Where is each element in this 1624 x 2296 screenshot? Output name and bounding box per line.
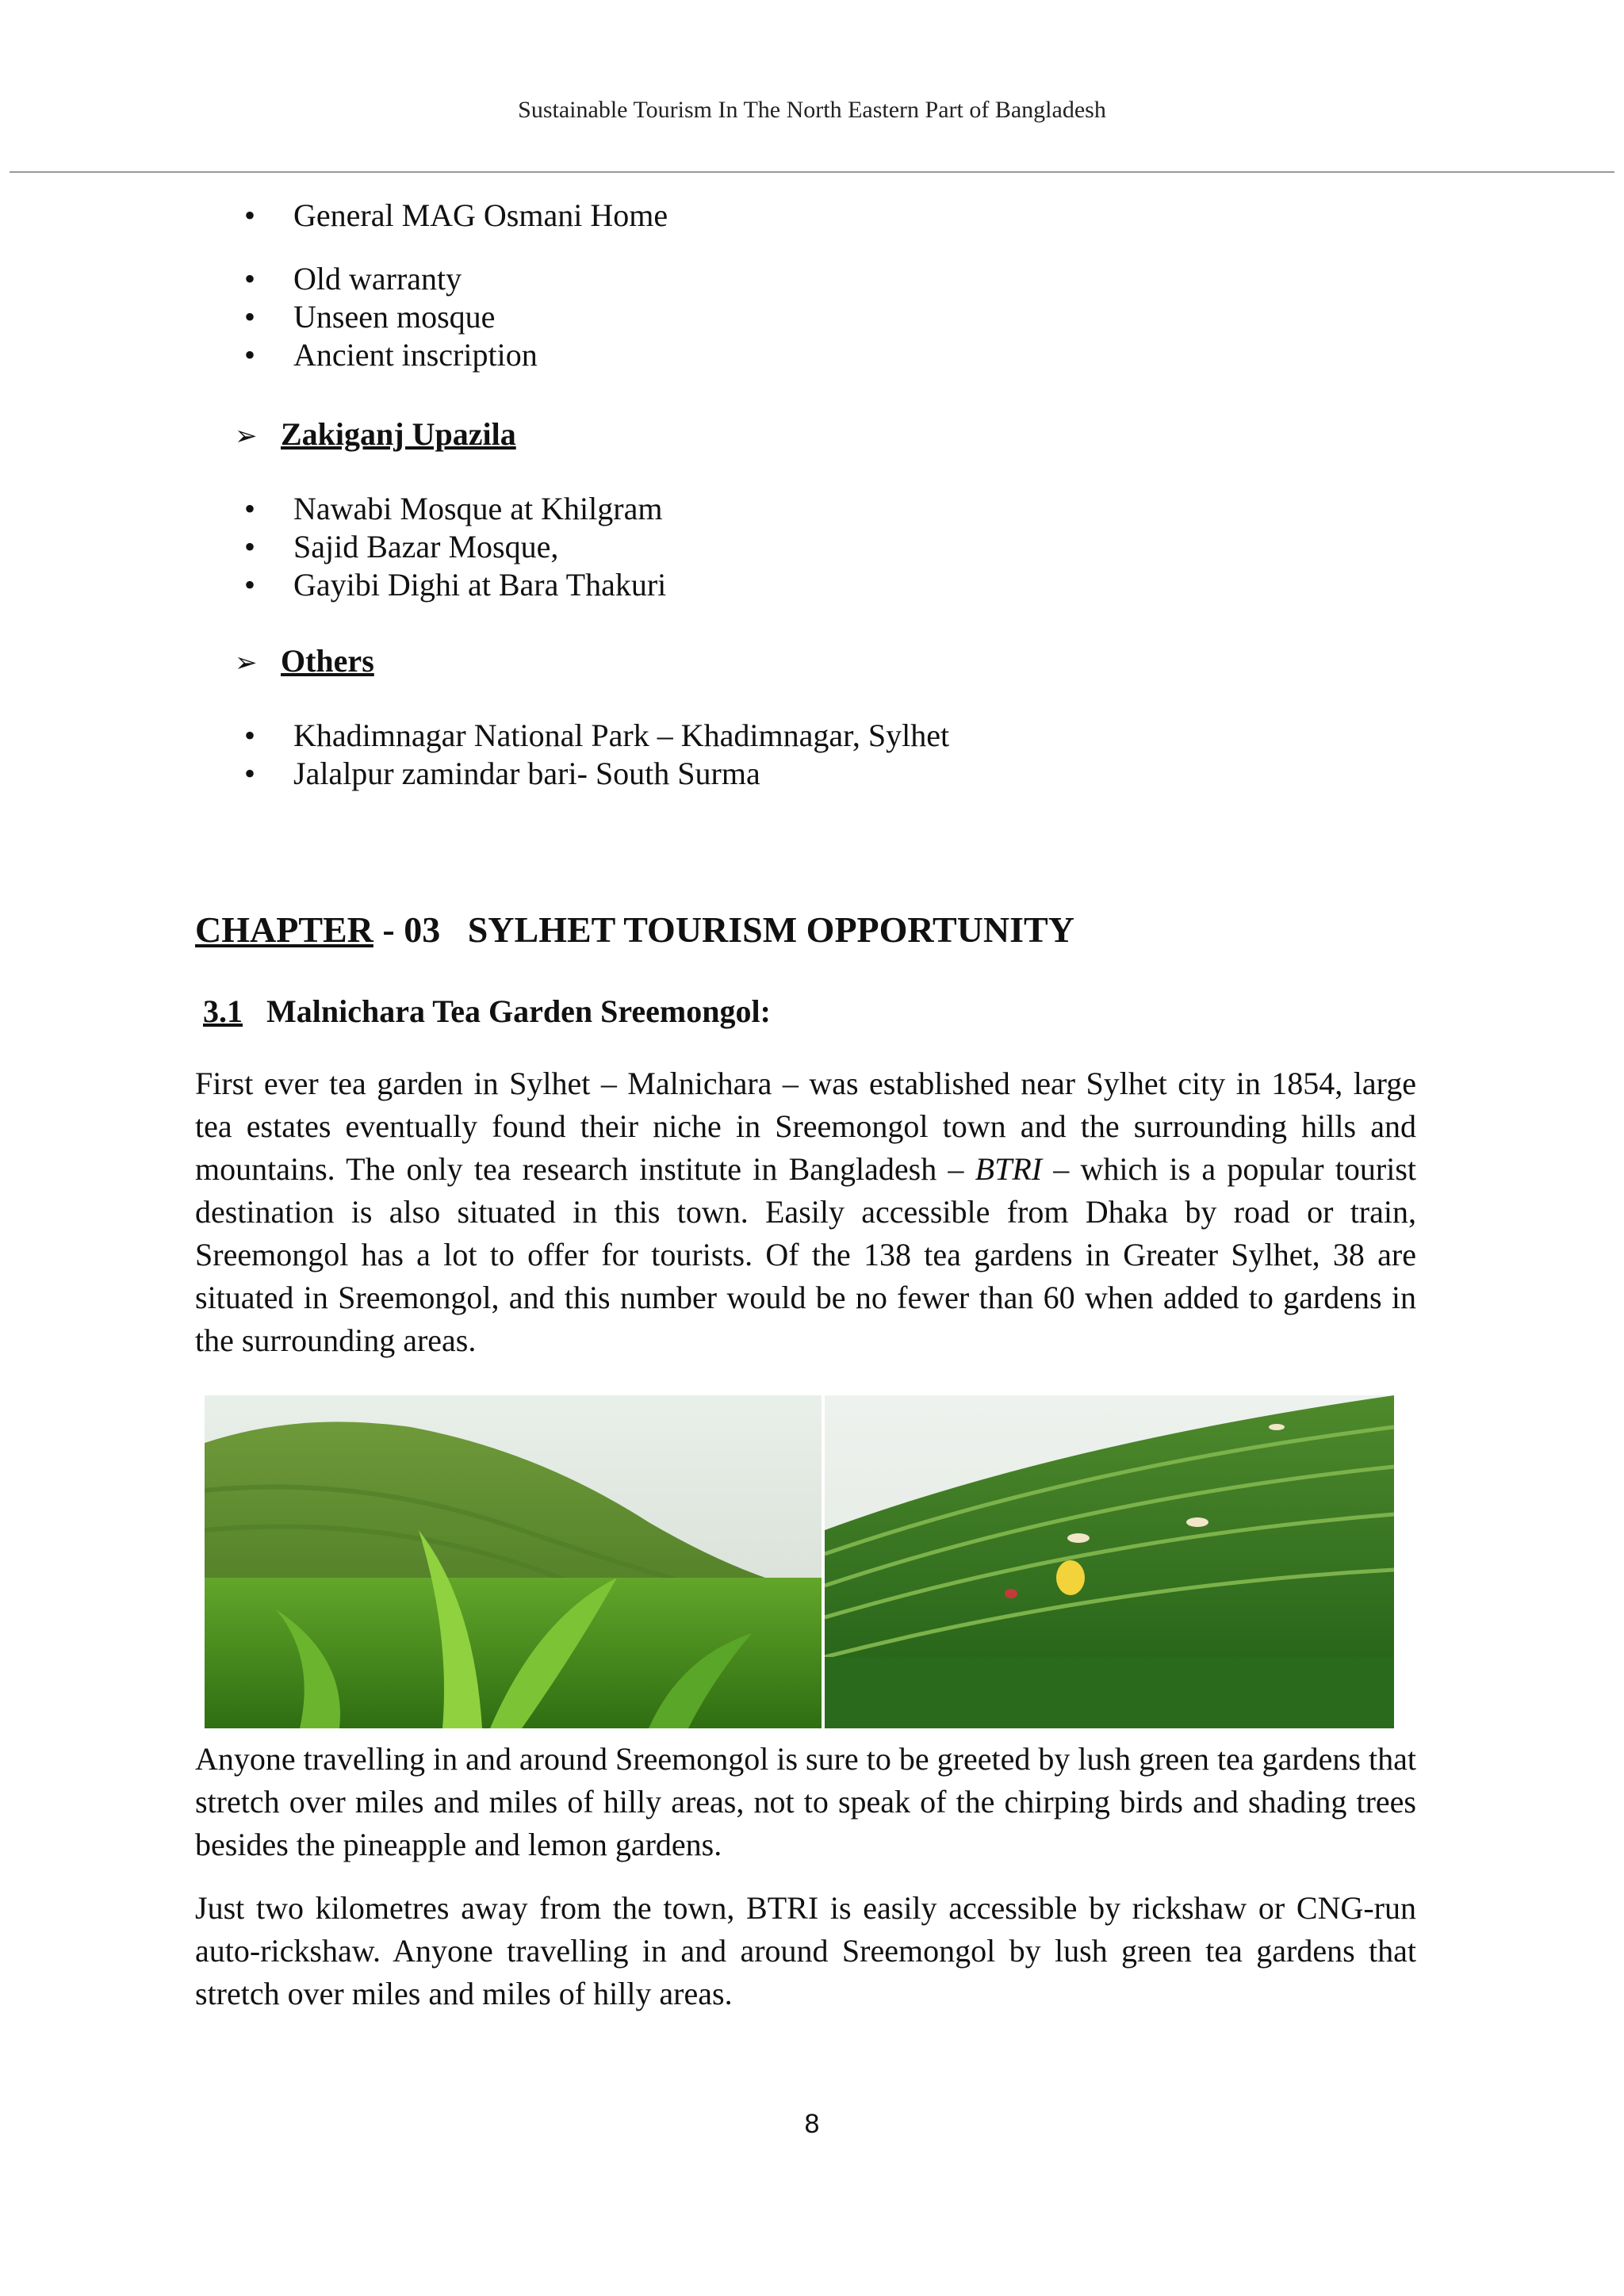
list-item: • Old warranty (230, 260, 668, 298)
list-item: • Unseen mosque (230, 298, 668, 336)
others-heading: ➢ Others (235, 642, 374, 682)
list-item: • General MAG Osmani Home (230, 197, 668, 235)
list-item: • Nawabi Mosque at Khilgram (230, 490, 666, 528)
zakiganj-heading: ➢ Zakiganj Upazila (235, 415, 516, 455)
page-number: 8 (804, 2109, 820, 2139)
others-list (230, 717, 949, 793)
paragraph-lush-gardens: Anyone travelling in and around Sreemongol is sure to be greeted by lush green tea gardens that stretch over miles and miles of hilly areas, not to speak of the chirping birds and shading trees besides the pineapple and lemon gardens. (195, 1741, 1416, 1862)
attractions-list-top (230, 197, 668, 374)
list-item: • Khadimnagar National Park – Khadimnagar, Sylhet (230, 717, 949, 755)
arrow-bullet-icon: ➢ (235, 647, 258, 679)
list-item: • Gayibi Dighi at Bara Thakuri (230, 566, 666, 604)
header-divider (10, 171, 1614, 173)
list-item: • Ancient inscription (230, 336, 668, 374)
list-item: • Sajid Bazar Mosque, (230, 528, 666, 566)
arrow-bullet-icon: ➢ (235, 420, 258, 452)
chapter-title: CHAPTER - 03 SYLHET TOURISM OPPORTUNITY (195, 909, 1074, 950)
section-heading: 3.1 Malnichara Tea Garden Sreemongol: (203, 993, 771, 1029)
list-item: • Jalalpur zamindar bari- South Surma (230, 755, 949, 793)
tea-pickers-photo (825, 1395, 1394, 1728)
zakiganj-list (230, 490, 666, 604)
paragraph-intro: First ever tea garden in Sylhet – Malnichara – was established near Sylhet city in 1854, large tea estates eventually found their niche in Sreemongol town and the surrounding hills and mountains. The only tea research institute in Bangladesh – BTRI – which is a popular tourist destination is also situated in this town. Easily accessible from Dhaka by road or train, Sreemongol has a lot to offer for tourists. Of the 138 tea gardens in Greater Sylhet, 38 are situated in Sreemongol, and this number would be no fewer than 60 when added to gardens in the surrounding areas. (195, 1066, 1416, 1358)
paragraph-btri-access: Just two kilometres away from the town, BTRI is easily accessible by rickshaw or CNG-run auto-rickshaw. Anyone travelling in and around Sreemongol by lush green tea gardens that stretch over miles and miles of hilly areas. (195, 1890, 1416, 2011)
tea-leaf-photo (205, 1395, 822, 1728)
running-header: Sustainable Tourism In The North Eastern Part of Bangladesh (518, 97, 1106, 123)
